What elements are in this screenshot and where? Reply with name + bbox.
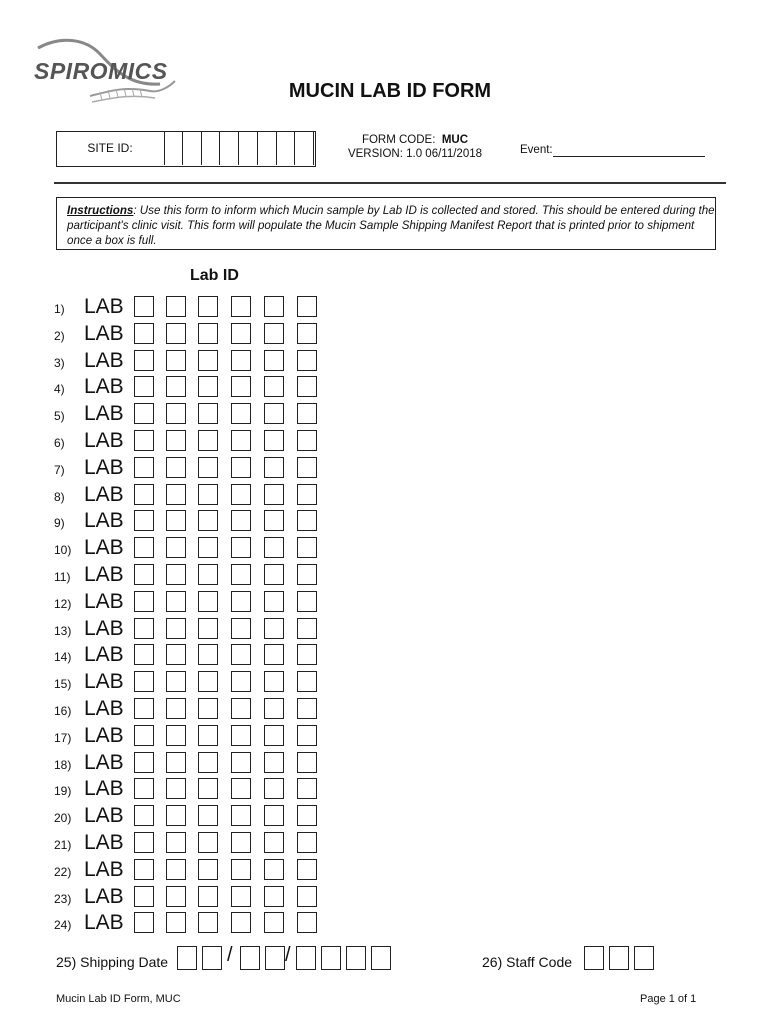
shipping-date-digit-box[interactable] bbox=[265, 946, 285, 970]
lab-id-digit-box[interactable] bbox=[134, 537, 154, 558]
lab-id-digit-box[interactable] bbox=[134, 859, 154, 880]
shipping-date-digit-box[interactable] bbox=[240, 946, 260, 970]
lab-id-digit-box[interactable] bbox=[264, 484, 284, 505]
lab-id-digit-box[interactable] bbox=[231, 698, 251, 719]
lab-id-digit-box[interactable] bbox=[231, 376, 251, 397]
lab-id-digit-box[interactable] bbox=[264, 296, 284, 317]
lab-id-digit-box[interactable] bbox=[134, 698, 154, 719]
footer-left: Mucin Lab ID Form, MUC bbox=[56, 993, 181, 1005]
lab-id-digit-box[interactable] bbox=[134, 644, 154, 665]
lab-id-digit-box[interactable] bbox=[231, 644, 251, 665]
lab-id-digit-box[interactable] bbox=[134, 778, 154, 799]
lab-id-digit-box[interactable] bbox=[166, 859, 186, 880]
lab-row-number: 4) bbox=[54, 382, 65, 397]
lab-row-number: 10) bbox=[54, 543, 72, 558]
lab-id-digit-box[interactable] bbox=[198, 805, 218, 826]
version-text: VERSION: 1.0 06/11/2018 bbox=[347, 148, 483, 160]
lab-prefix: LAB bbox=[84, 777, 124, 801]
lab-row-number: 17) bbox=[54, 730, 72, 745]
lab-id-digit-box[interactable] bbox=[134, 886, 154, 907]
lab-id-digit-box[interactable] bbox=[166, 618, 186, 639]
instructions-box bbox=[56, 197, 716, 250]
lab-id-digit-box[interactable] bbox=[297, 886, 317, 907]
site-id-cell[interactable] bbox=[183, 131, 202, 165]
lab-id-digit-box[interactable] bbox=[166, 752, 186, 773]
lab-id-digit-box[interactable] bbox=[264, 430, 284, 451]
lab-id-digit-box[interactable] bbox=[134, 805, 154, 826]
lab-id-digit-box[interactable] bbox=[198, 778, 218, 799]
lab-id-digit-box[interactable] bbox=[198, 698, 218, 719]
lab-prefix: LAB bbox=[84, 911, 124, 935]
page-title: MUCIN LAB ID FORM bbox=[288, 80, 492, 102]
lab-prefix: LAB bbox=[84, 804, 124, 828]
lab-id-digit-box[interactable] bbox=[297, 510, 317, 531]
lab-id-digit-box[interactable] bbox=[297, 832, 317, 853]
lab-prefix: LAB bbox=[84, 723, 124, 747]
lab-id-digit-box[interactable] bbox=[134, 671, 154, 692]
lab-id-digit-box[interactable] bbox=[166, 537, 186, 558]
lab-id-digit-box[interactable] bbox=[134, 296, 154, 317]
site-id-cell[interactable] bbox=[220, 131, 239, 165]
lab-row-number: 24) bbox=[54, 918, 72, 933]
lab-id-digit-box[interactable] bbox=[264, 671, 284, 692]
lab-id-digit-box[interactable] bbox=[198, 671, 218, 692]
lab-id-digit-box[interactable] bbox=[134, 323, 154, 344]
lab-id-digit-box[interactable] bbox=[231, 591, 251, 612]
shipping-date-digit-box[interactable] bbox=[202, 946, 222, 970]
lab-id-digit-box[interactable] bbox=[264, 403, 284, 424]
lab-prefix: LAB bbox=[84, 429, 124, 452]
lab-id-digit-box[interactable] bbox=[231, 618, 251, 639]
lab-id-digit-box[interactable] bbox=[264, 323, 284, 344]
lab-id-digit-box[interactable] bbox=[166, 725, 186, 746]
lab-id-digit-box[interactable] bbox=[231, 430, 251, 451]
lab-id-digit-box[interactable] bbox=[264, 778, 284, 799]
lab-prefix: LAB bbox=[84, 831, 124, 854]
lab-prefix: LAB bbox=[84, 455, 124, 479]
lab-id-digit-box[interactable] bbox=[297, 403, 317, 424]
staff-code-digit-box[interactable] bbox=[584, 946, 604, 970]
lab-id-digit-box[interactable] bbox=[198, 376, 218, 397]
lab-id-digit-box[interactable] bbox=[264, 537, 284, 558]
lab-id-digit-box[interactable] bbox=[297, 430, 317, 451]
lab-id-digit-box[interactable] bbox=[134, 912, 154, 933]
shipping-date-label: 25) Shipping Date bbox=[56, 954, 169, 970]
lab-id-digit-box[interactable] bbox=[264, 376, 284, 397]
staff-code-label: 26) Staff Code bbox=[482, 954, 573, 970]
footer-right: Page 1 of 1 bbox=[640, 993, 697, 1005]
lab-id-digit-box[interactable] bbox=[297, 296, 317, 317]
lab-id-digit-box[interactable] bbox=[231, 510, 251, 531]
lab-id-digit-box[interactable] bbox=[297, 484, 317, 505]
lab-id-digit-box[interactable] bbox=[166, 912, 186, 933]
shipping-date-digit-box[interactable] bbox=[346, 946, 366, 970]
lab-row-number: 23) bbox=[54, 891, 72, 906]
lab-id-digit-box[interactable] bbox=[297, 457, 317, 478]
lab-id-digit-box[interactable] bbox=[231, 457, 251, 478]
shipping-date-digit-box[interactable] bbox=[321, 946, 341, 970]
lab-id-digit-box[interactable] bbox=[166, 403, 186, 424]
lab-row-number: 15) bbox=[54, 677, 72, 692]
lab-prefix: LAB bbox=[84, 402, 124, 426]
lab-id-digit-box[interactable] bbox=[198, 430, 218, 451]
date-separator: / bbox=[285, 944, 291, 966]
lab-id-digit-box[interactable] bbox=[166, 457, 186, 478]
lab-id-digit-box[interactable] bbox=[297, 805, 317, 826]
lab-id-digit-box[interactable] bbox=[198, 886, 218, 907]
lab-id-digit-box[interactable] bbox=[264, 644, 284, 665]
lab-prefix: LAB bbox=[84, 670, 124, 694]
lab-id-digit-box[interactable] bbox=[198, 752, 218, 773]
site-id-cell[interactable] bbox=[295, 131, 314, 165]
site-id-cell[interactable] bbox=[239, 131, 258, 165]
lab-row-number: 19) bbox=[54, 784, 72, 799]
site-id-cell[interactable] bbox=[164, 131, 183, 165]
lab-id-digit-box[interactable] bbox=[231, 484, 251, 505]
lab-id-digit-box[interactable] bbox=[264, 457, 284, 478]
lab-id-digit-box[interactable] bbox=[264, 698, 284, 719]
lab-row-number: 8) bbox=[54, 489, 65, 504]
instructions-lead: Instructions bbox=[67, 204, 134, 217]
staff-code-digit-box[interactable] bbox=[609, 946, 629, 970]
lab-id-digit-box[interactable] bbox=[198, 537, 218, 558]
lab-prefix: LAB bbox=[84, 295, 124, 318]
lab-row-number: 2) bbox=[54, 328, 65, 343]
form-code-block bbox=[330, 133, 500, 161]
lab-id-digit-box[interactable] bbox=[198, 644, 218, 665]
lab-row-number: 13) bbox=[54, 623, 72, 638]
lab-id-digit-box[interactable] bbox=[231, 886, 251, 907]
lab-id-digit-box[interactable] bbox=[134, 510, 154, 531]
lab-id-digit-box[interactable] bbox=[297, 752, 317, 773]
lab-id-digit-box[interactable] bbox=[264, 886, 284, 907]
lab-prefix: LAB bbox=[84, 321, 124, 345]
lab-id-digit-box[interactable] bbox=[134, 457, 154, 478]
lab-id-digit-box[interactable] bbox=[166, 350, 186, 371]
site-id-label: SITE ID: bbox=[56, 131, 165, 165]
lab-prefix: LAB bbox=[84, 348, 124, 372]
staff-code-digit-box[interactable] bbox=[634, 946, 654, 970]
lab-prefix: LAB bbox=[84, 589, 124, 613]
event-label: Event: bbox=[520, 144, 553, 156]
lab-row-number: 3) bbox=[54, 355, 65, 370]
form-code-label: FORM CODE: bbox=[361, 134, 436, 146]
lab-prefix: LAB bbox=[84, 563, 124, 586]
lab-id-digit-box[interactable] bbox=[134, 430, 154, 451]
lab-id-digit-box[interactable] bbox=[231, 564, 251, 585]
lab-prefix: LAB bbox=[84, 750, 124, 774]
lab-id-digit-box[interactable] bbox=[231, 752, 251, 773]
lab-id-digit-box[interactable] bbox=[198, 296, 218, 317]
shipping-date-digit-box[interactable] bbox=[296, 946, 316, 970]
lab-id-digit-box[interactable] bbox=[166, 644, 186, 665]
event-input-line[interactable] bbox=[553, 156, 705, 157]
lab-id-digit-box[interactable] bbox=[198, 403, 218, 424]
lab-id-digit-box[interactable] bbox=[134, 591, 154, 612]
lab-id-digit-box[interactable] bbox=[134, 564, 154, 585]
lab-id-digit-box[interactable] bbox=[231, 537, 251, 558]
lab-prefix: LAB bbox=[84, 482, 124, 506]
lab-id-digit-box[interactable] bbox=[231, 912, 251, 933]
lab-id-digit-box[interactable] bbox=[198, 350, 218, 371]
lab-id-digit-box[interactable] bbox=[231, 859, 251, 880]
lab-id-digit-box[interactable] bbox=[297, 912, 317, 933]
lab-id-digit-box[interactable] bbox=[297, 618, 317, 639]
lab-id-digit-box[interactable] bbox=[166, 778, 186, 799]
instructions-text: : Use this form to inform which Mucin sample by Lab ID is collected and stored. This should be entered during the participant's clinic visit. This form will populate the Mucin Sample Shipping Manifest Report that is printed prior to shipment once a box is full. bbox=[67, 204, 715, 247]
lab-id-digit-box[interactable] bbox=[134, 403, 154, 424]
lab-prefix: LAB bbox=[84, 509, 124, 533]
lab-id-digit-box[interactable] bbox=[231, 296, 251, 317]
lab-row-number: 18) bbox=[54, 757, 72, 772]
lab-id-digit-box[interactable] bbox=[297, 376, 317, 397]
lab-id-digit-box[interactable] bbox=[198, 564, 218, 585]
lab-row-number: 11) bbox=[54, 570, 71, 584]
lab-row-number: 9) bbox=[54, 516, 65, 531]
lab-id-digit-box[interactable] bbox=[264, 832, 284, 853]
lab-id-digit-box[interactable] bbox=[231, 403, 251, 424]
lab-id-header: Lab ID bbox=[190, 267, 239, 284]
form-code-value: MUC bbox=[441, 134, 469, 146]
lab-id-digit-box[interactable] bbox=[134, 832, 154, 853]
lab-id-digit-box[interactable] bbox=[166, 376, 186, 397]
lab-id-digit-box[interactable] bbox=[264, 564, 284, 585]
lab-row-number: 16) bbox=[54, 704, 72, 718]
lab-id-digit-box[interactable] bbox=[134, 484, 154, 505]
lab-id-digit-box[interactable] bbox=[166, 832, 186, 853]
lab-prefix: LAB bbox=[84, 643, 124, 667]
lab-id-digit-box[interactable] bbox=[231, 725, 251, 746]
lab-id-digit-box[interactable] bbox=[166, 886, 186, 907]
lab-prefix: LAB bbox=[84, 697, 124, 720]
lab-id-digit-box[interactable] bbox=[264, 752, 284, 773]
lab-id-digit-box[interactable] bbox=[231, 323, 251, 344]
lab-prefix: LAB bbox=[84, 616, 124, 640]
lab-id-digit-box[interactable] bbox=[134, 725, 154, 746]
lab-id-digit-box[interactable] bbox=[134, 350, 154, 371]
lab-id-digit-box[interactable] bbox=[134, 376, 154, 397]
lab-row-number: 6) bbox=[54, 436, 65, 450]
lab-prefix: LAB bbox=[84, 536, 124, 560]
lab-row-number: 12) bbox=[54, 596, 72, 611]
lab-id-digit-box[interactable] bbox=[166, 805, 186, 826]
lab-id-digit-box[interactable] bbox=[264, 350, 284, 371]
lab-id-digit-box[interactable] bbox=[166, 671, 186, 692]
lab-id-digit-box[interactable] bbox=[134, 752, 154, 773]
lab-id-digit-box[interactable] bbox=[231, 778, 251, 799]
logo-text: SPIROMICS bbox=[34, 58, 168, 84]
lab-id-digit-box[interactable] bbox=[297, 859, 317, 880]
lab-id-digit-box[interactable] bbox=[231, 350, 251, 371]
lab-id-digit-box[interactable] bbox=[297, 698, 317, 719]
lab-id-digit-box[interactable] bbox=[297, 644, 317, 665]
lab-id-digit-box[interactable] bbox=[264, 725, 284, 746]
lab-row-number: 14) bbox=[54, 650, 72, 665]
lab-id-digit-box[interactable] bbox=[297, 725, 317, 746]
lab-id-digit-box[interactable] bbox=[264, 591, 284, 612]
lab-id-digit-box[interactable] bbox=[166, 698, 186, 719]
lab-row-number: 7) bbox=[54, 462, 65, 477]
date-separator: / bbox=[227, 944, 233, 966]
lab-id-digit-box[interactable] bbox=[198, 618, 218, 639]
lab-prefix: LAB bbox=[84, 857, 124, 881]
lab-id-digit-box[interactable] bbox=[166, 296, 186, 317]
lab-id-digit-box[interactable] bbox=[166, 430, 186, 451]
lab-id-digit-box[interactable] bbox=[198, 725, 218, 746]
lab-id-digit-box[interactable] bbox=[198, 832, 218, 853]
lab-row-number: 1) bbox=[54, 302, 65, 316]
lab-id-digit-box[interactable] bbox=[264, 912, 284, 933]
lab-id-digit-box[interactable] bbox=[198, 323, 218, 344]
lab-id-digit-box[interactable] bbox=[198, 591, 218, 612]
site-id-cell[interactable] bbox=[277, 131, 296, 165]
lab-id-digit-box[interactable] bbox=[166, 323, 186, 344]
lab-id-digit-box[interactable] bbox=[297, 778, 317, 799]
lab-id-digit-box[interactable] bbox=[166, 484, 186, 505]
lab-id-digit-box[interactable] bbox=[264, 510, 284, 531]
lab-id-digit-box[interactable] bbox=[297, 671, 317, 692]
lab-id-digit-box[interactable] bbox=[297, 564, 317, 585]
lab-row-number: 5) bbox=[54, 409, 65, 424]
lab-id-digit-box[interactable] bbox=[297, 323, 317, 344]
lab-id-digit-box[interactable] bbox=[264, 805, 284, 826]
lab-id-digit-box[interactable] bbox=[198, 484, 218, 505]
lab-prefix: LAB bbox=[84, 884, 124, 908]
divider bbox=[54, 182, 726, 184]
lab-id-digit-box[interactable] bbox=[297, 537, 317, 558]
shipping-date-digit-box[interactable] bbox=[177, 946, 197, 970]
lab-row-number: 20) bbox=[54, 811, 72, 826]
lab-id-digit-box[interactable] bbox=[166, 510, 186, 531]
lab-id-digit-box[interactable] bbox=[231, 805, 251, 826]
lab-id-digit-box[interactable] bbox=[231, 671, 251, 692]
lab-id-digit-box[interactable] bbox=[198, 912, 218, 933]
lab-row-number: 21) bbox=[54, 838, 72, 852]
lab-id-digit-box[interactable] bbox=[198, 457, 218, 478]
lab-id-digit-box[interactable] bbox=[166, 564, 186, 585]
lab-prefix: LAB bbox=[84, 375, 124, 399]
site-id-cell[interactable] bbox=[258, 131, 277, 165]
shipping-date-digit-box[interactable] bbox=[371, 946, 391, 970]
lab-id-digit-box[interactable] bbox=[264, 618, 284, 639]
lab-id-digit-box[interactable] bbox=[198, 510, 218, 531]
lab-id-digit-box[interactable] bbox=[297, 591, 317, 612]
lab-id-digit-box[interactable] bbox=[231, 832, 251, 853]
lab-id-digit-box[interactable] bbox=[134, 618, 154, 639]
lab-id-digit-box[interactable] bbox=[264, 859, 284, 880]
lab-id-digit-box[interactable] bbox=[198, 859, 218, 880]
site-id-cell[interactable] bbox=[202, 131, 221, 165]
lab-id-digit-box[interactable] bbox=[297, 350, 317, 371]
lab-row-number: 22) bbox=[54, 864, 72, 879]
lab-id-digit-box[interactable] bbox=[166, 591, 186, 612]
